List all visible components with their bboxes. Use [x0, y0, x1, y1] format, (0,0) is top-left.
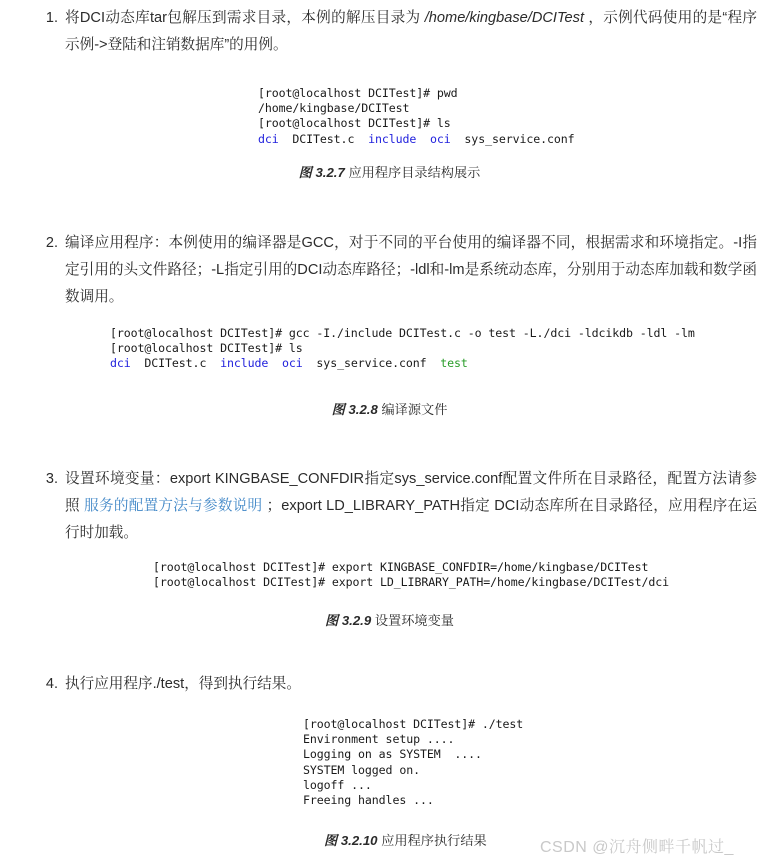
config-doc-link[interactable]: 服务的配置方法与参数说明: [84, 498, 263, 514]
terminal-token-plain: [root@localhost DCITest]# pwd: [258, 86, 458, 100]
figure-number: 图 3.2.8: [331, 402, 378, 417]
terminal-line: [153, 560, 669, 575]
step-number: 1.: [45, 10, 58, 26]
figure-caption-1: [0, 164, 779, 182]
terminal-token-plain: DCITest.c: [130, 356, 221, 371]
step-text: 执行应用程序./test，得到执行结果。: [65, 676, 301, 692]
terminal-token-dir: dci: [110, 356, 131, 371]
terminal-token-plain: Logging on as SYSTEM ....: [303, 747, 482, 762]
figure-title: 应用程序执行结果: [377, 833, 487, 848]
terminal-token-plain: DCITest.c: [278, 131, 369, 146]
terminal-token-plain: [root@localhost DCITest]# ls: [258, 116, 451, 131]
terminal-token-dir: include: [368, 131, 417, 146]
terminal-token-plain: logoff ...: [303, 777, 372, 792]
terminal-token-plain: sys_service.conf: [450, 131, 575, 146]
list-item-step-3: [0, 466, 779, 547]
terminal-token-plain: Freeing handles ...: [303, 793, 434, 808]
terminal-token-exe: test: [440, 356, 468, 371]
terminal-line: [303, 732, 523, 747]
terminal-line: [303, 778, 523, 793]
terminal-token-plain: [268, 356, 282, 370]
terminal-token-plain: sys_service.conf: [302, 356, 441, 371]
terminal-line: [258, 116, 575, 131]
figure-title: 应用程序目录结构展示: [344, 165, 481, 180]
terminal-line: [110, 326, 695, 341]
terminal-token-plain: [root@localhost DCITest]# export LD_LIBRARY_PATH=/home/kingbase/DCITest/dci: [153, 575, 670, 590]
terminal-code-block-4: [303, 717, 523, 808]
figure-caption-4-inner: [324, 832, 487, 850]
terminal-line: [303, 793, 523, 808]
step-3-text-tail: ；export LD_LIBRARY_PATH指定 DCI动态库所在目录路径，应用程序在运行时加载。: [65, 498, 757, 541]
step-text: [58, 466, 757, 547]
terminal-token-plain: [root@localhost DCITest]# gcc -I./include DCITest.c -o test -L./dci -ldcikdb -ldl -lm: [110, 326, 695, 340]
figure-number: 图 3.2.7: [298, 165, 345, 180]
step-number: 4.: [45, 676, 58, 692]
list-item-step-2: [0, 230, 779, 311]
step-1-text-tail: ，示例代码使用的是“程序示例->登陆和注销数据库”的用例。: [65, 10, 757, 53]
csdn-watermark: CSDN @沉舟侧畔千帆过_: [540, 839, 734, 856]
terminal-token-dir: oci: [282, 356, 303, 371]
terminal-line: [303, 763, 523, 778]
figure-title: 设置环境变量: [371, 613, 454, 628]
terminal-line: [153, 575, 669, 590]
terminal-token-plain: SYSTEM logged on.: [303, 762, 420, 777]
terminal-code-block-1: [258, 86, 575, 147]
terminal-token-plain: [root@localhost DCITest]# ./test: [303, 717, 524, 731]
terminal-token-dir: include: [220, 356, 269, 371]
step-1-path: /home/kingbase/DCITest: [424, 10, 585, 26]
terminal-line: [258, 86, 575, 101]
terminal-token-plain: [416, 132, 430, 146]
terminal-line: [258, 101, 575, 116]
terminal-line: [303, 717, 523, 732]
list-item-step-1: [0, 5, 779, 59]
figure-caption-2: [0, 401, 779, 419]
terminal-code-block-3: [153, 560, 669, 590]
terminal-token-plain: Environment setup ....: [303, 732, 455, 747]
terminal-token-dir: oci: [430, 131, 451, 146]
step-text: [58, 5, 757, 59]
step-number: 3.: [45, 471, 58, 487]
step-text: 编译应用程序：本例使用的编译器是GCC，对于不同的平台使用的编译器不同，根据需求和环境指定。-I指定引用的头文件路径；-L指定引用的DCI动态库路径；-ldl和-lm是系统动态库，分别用于动态库加载和数学函数调用。: [65, 235, 757, 305]
terminal-token-plain: [root@localhost DCITest]# export KINGBASE_CONFDIR=/home/kingbase/DCITest: [153, 560, 649, 574]
figure-title: 编译源文件: [377, 402, 448, 417]
figure-caption-3: [0, 612, 779, 630]
terminal-line: [110, 341, 695, 356]
list-item-step-4: [0, 671, 779, 698]
step-number: 2.: [45, 235, 58, 251]
terminal-code-block-2: [110, 326, 695, 372]
terminal-line: [110, 356, 695, 371]
step-1-text-lead: 将DCI动态库tar包解压到需求目录，本例的解压目录为: [65, 10, 425, 26]
terminal-line: [303, 747, 523, 762]
figure-number: 图 3.2.10: [324, 833, 378, 848]
figure-number: 图 3.2.9: [325, 613, 372, 628]
terminal-token-plain: /home/kingbase/DCITest: [258, 101, 410, 116]
terminal-line: [258, 132, 575, 147]
step-3-text-lead: 设置环境变量：export KINGBASE_CONFDIR指定sys_service.conf配置文件所在目录路径，配置方法请参照: [65, 471, 757, 514]
terminal-token-plain: [root@localhost DCITest]# ls: [110, 341, 303, 356]
terminal-token-dir: dci: [258, 131, 279, 146]
